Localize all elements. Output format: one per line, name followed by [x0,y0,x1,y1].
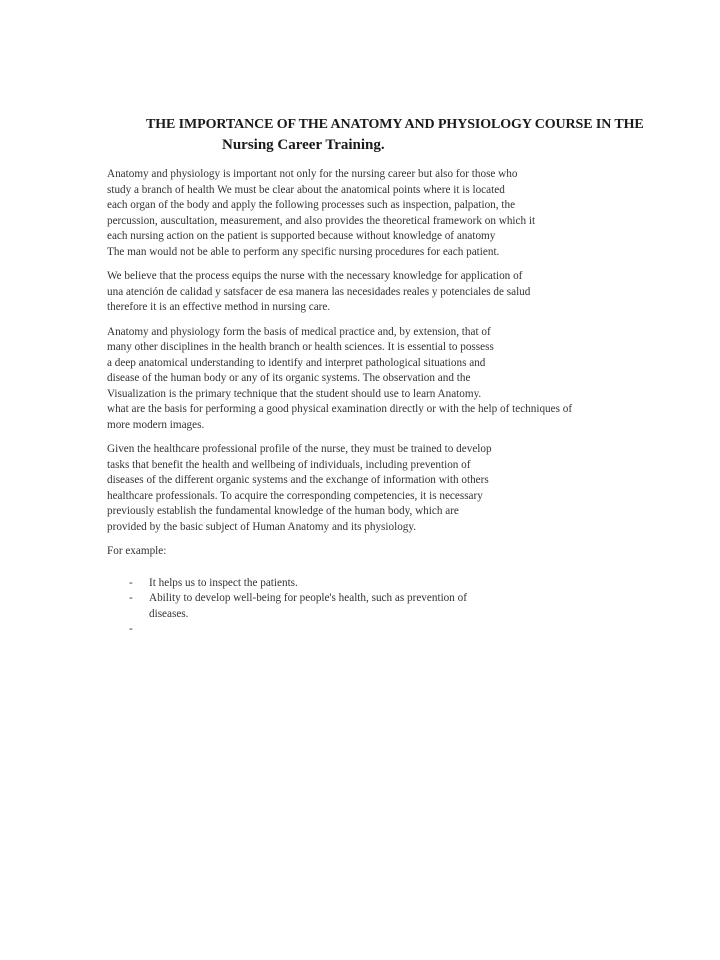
list-item-text: Ability to develop well-being for people's health, such as prevention of [149,592,467,604]
text-line: a deep anatomical understanding to identify and interpret pathological situations and [107,356,486,369]
text-line: We believe that the process equips the nurse with the necessary knowledge for application of [107,270,523,282]
text-line: many other disciplines in the health branch or health sciences. It is essential to possess [107,341,494,353]
text-line: each organ of the body and apply the following processes such as inspection, palpation, the [107,199,516,211]
text-line: healthcare professionals. To acquire the corresponding competencies, it is necessary [107,489,483,502]
text-line: The man would not be able to perform any specific nursing procedures for each patient. [107,245,500,258]
paragraph [107,442,622,535]
list-dash: - [129,576,133,589]
text-line: what are the basis for performing a good physical examination directly or with the help of techniques of [107,403,573,415]
list-item [107,576,622,592]
example-label: For example: [107,545,167,557]
text-line: Visualization is the primary technique that the student should use to learn Anatomy. [107,387,482,400]
example-list [107,576,622,638]
text-line: Given the healthcare professional profile of the nurse, they must be trained to develop [107,443,492,455]
document-body [107,167,622,638]
text-line: disease of the human body or any of its organic systems. The observation and the [107,372,471,384]
text-line: each nursing action on the patient is supported because without knowledge of anatomy [107,230,496,242]
paragraph [107,167,622,260]
text-line: study a branch of health We must be clear about the anatomical points where it is located [107,183,505,196]
text-line: una atención de calidad y satsfacer de esa manera las necesidades reales y potenciales de salud [107,285,531,298]
text-line: more modern images. [107,418,205,431]
document-title: THE IMPORTANCE OF THE ANATOMY AND PHYSIOLOGY COURSE IN THE [146,117,644,132]
paragraph [107,325,622,434]
list-item-text: diseases. [149,607,189,620]
list-item [107,591,622,622]
text-line: Anatomy and physiology form the basis of medical practice and, by extension, that of [107,325,491,338]
text-line: Anatomy and physiology is important not only for the nursing career but also for those who [107,168,518,180]
list-dash: - [129,623,133,635]
paragraph [107,269,622,316]
document-subtitle: Nursing Career Training. [222,137,385,153]
text-line: therefore it is an effective method in nursing care. [107,301,331,313]
text-line: provided by the basic subject of Human Anatomy and its physiology. [107,520,417,533]
list-item [107,622,622,638]
text-line: previously establish the fundamental knowledge of the human body, which are [107,505,459,517]
text-line: percussion, auscultation, measurement, and also provides the theoretical framework on which it [107,214,536,227]
text-line: tasks that benefit the health and wellbeing of individuals, including prevention of [107,458,471,471]
list-dash: - [129,592,133,604]
text-line: diseases of the different organic systems and the exchange of information with others [107,474,489,486]
list-item-text: It helps us to inspect the patients. [149,576,298,589]
